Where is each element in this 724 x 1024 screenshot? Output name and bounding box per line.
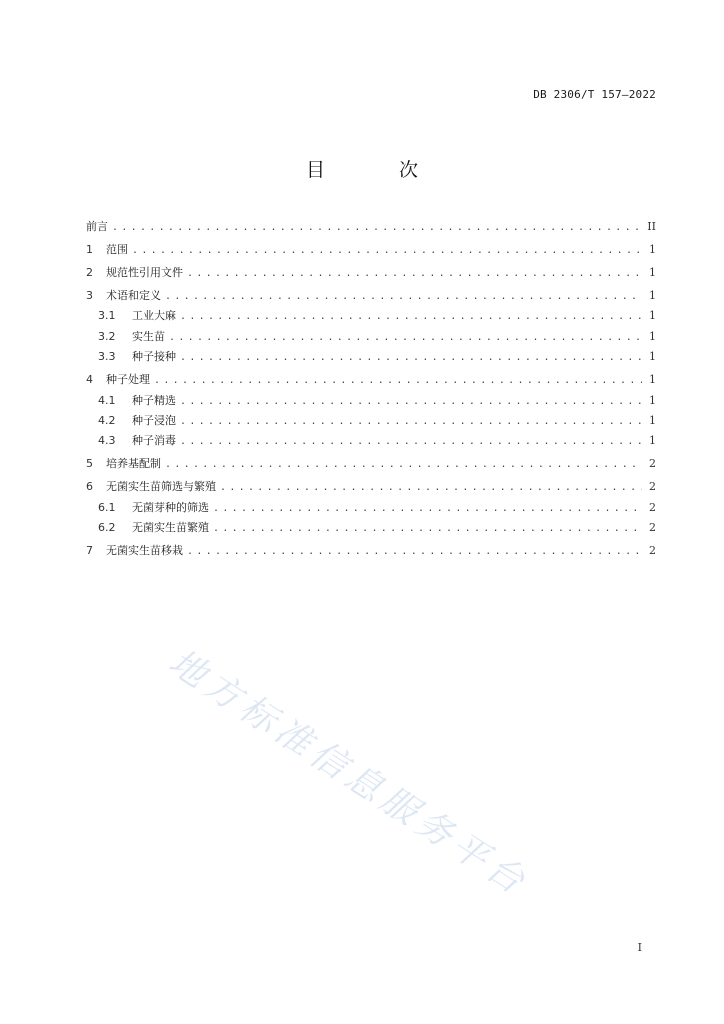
toc-entry-label: 范围 xyxy=(106,242,128,256)
toc-entry-screening-propagation[interactable] xyxy=(86,477,656,497)
toc-entry-number: 6.2 xyxy=(98,521,116,535)
toc-entry-4-3[interactable] xyxy=(86,431,656,451)
toc-entry-normative-references[interactable] xyxy=(86,263,656,283)
table-of-contents xyxy=(86,217,656,561)
toc-entry-number: 3.1 xyxy=(98,309,116,323)
toc-entry-number: 6.1 xyxy=(98,500,116,514)
watermark: 地方标准信息服务平台 xyxy=(161,641,536,905)
toc-leader-dots xyxy=(213,499,642,519)
toc-entry-label: 培养基配制 xyxy=(106,457,161,471)
toc-entry-3-3[interactable] xyxy=(86,347,656,367)
toc-leader-dots xyxy=(112,218,642,238)
toc-leader-dots xyxy=(213,519,642,539)
toc-entry-label: 种子精选 xyxy=(132,393,176,407)
toc-entry-3-1[interactable] xyxy=(86,306,656,326)
toc-entry-number: 4.2 xyxy=(98,413,116,427)
toc-leader-dots xyxy=(180,432,642,452)
toc-leader-dots xyxy=(187,542,642,562)
toc-entry-page: II xyxy=(647,220,656,233)
toc-entry-6-1[interactable] xyxy=(86,498,656,518)
toc-entry-label: 无菌实生苗繁殖 xyxy=(132,521,209,535)
toc-entry-seed-treatment[interactable] xyxy=(86,370,656,390)
toc-entry-number: 7 xyxy=(86,544,93,558)
toc-entry-medium-preparation[interactable] xyxy=(86,454,656,474)
toc-entry-number: 2 xyxy=(86,265,93,279)
toc-leader-dots xyxy=(132,241,642,261)
toc-entry-page: 1 xyxy=(649,329,656,343)
toc-entry-transplanting[interactable] xyxy=(86,541,656,561)
toc-leader-dots xyxy=(180,307,642,327)
toc-entry-4-2[interactable] xyxy=(86,411,656,431)
toc-entry-label: 种子处理 xyxy=(106,373,150,387)
toc-entry-page: 2 xyxy=(649,500,656,514)
toc-entry-label: 无菌实生苗筛选与繁殖 xyxy=(106,480,216,494)
toc-entry-label: 无菌实生苗移栽 xyxy=(106,544,183,558)
toc-entry-page: 2 xyxy=(649,544,656,558)
toc-entry-page: 2 xyxy=(649,457,656,471)
toc-entry-page: 1 xyxy=(649,242,656,256)
toc-leader-dots xyxy=(180,412,642,432)
toc-entry-number: 3.3 xyxy=(98,350,116,364)
toc-entry-3-2[interactable] xyxy=(86,327,656,347)
toc-entry-label: 种子浸泡 xyxy=(132,413,176,427)
toc-entry-page: 1 xyxy=(649,350,656,364)
toc-entry-label: 工业大麻 xyxy=(132,309,176,323)
toc-entry-number: 6 xyxy=(86,480,93,494)
toc-entry-number: 4 xyxy=(86,373,93,387)
toc-entry-label: 种子消毒 xyxy=(132,434,176,448)
toc-entry-number: 5 xyxy=(86,457,93,471)
toc-entry-number: 1 xyxy=(86,242,93,256)
toc-entry-page: 1 xyxy=(649,373,656,387)
toc-entry-page: 2 xyxy=(649,521,656,535)
toc-entry-6-2[interactable] xyxy=(86,518,656,538)
page-title: 目 次 xyxy=(305,159,453,181)
toc-entry-page: 1 xyxy=(649,434,656,448)
toc-entry-scope[interactable] xyxy=(86,240,656,260)
toc-entry-page: 2 xyxy=(649,480,656,494)
toc-entry-terms-definitions[interactable] xyxy=(86,286,656,306)
toc-entry-label: 种子接种 xyxy=(132,350,176,364)
toc-leader-dots xyxy=(220,478,642,498)
toc-entry-page: 1 xyxy=(649,413,656,427)
footer-page-number: I xyxy=(637,941,642,954)
toc-entry-page: 1 xyxy=(649,393,656,407)
toc-leader-dots xyxy=(187,264,642,284)
toc-entry-page: 1 xyxy=(649,309,656,323)
toc-entry-label: 无菌芽种的筛选 xyxy=(132,500,209,514)
toc-entry-foreword[interactable] xyxy=(86,217,656,237)
toc-entry-label: 规范性引用文件 xyxy=(106,265,183,279)
toc-entry-number: 4.3 xyxy=(98,434,116,448)
toc-entry-label: 前言 xyxy=(86,220,108,233)
toc-leader-dots xyxy=(180,348,642,368)
toc-leader-dots xyxy=(165,287,642,307)
toc-entry-page: 1 xyxy=(649,288,656,302)
toc-entry-number: 3 xyxy=(86,288,93,302)
toc-leader-dots xyxy=(165,455,642,475)
toc-leader-dots xyxy=(180,392,642,412)
toc-entry-number: 4.1 xyxy=(98,393,116,407)
toc-entry-label: 术语和定义 xyxy=(106,288,161,302)
toc-entry-label: 实生苗 xyxy=(132,329,165,343)
toc-leader-dots xyxy=(154,371,642,391)
toc-entry-4-1[interactable] xyxy=(86,391,656,411)
toc-entry-number: 3.2 xyxy=(98,329,116,343)
toc-leader-dots xyxy=(169,328,642,348)
document-code: DB 2306/T 157—2022 xyxy=(533,88,656,101)
toc-entry-page: 1 xyxy=(649,265,656,279)
